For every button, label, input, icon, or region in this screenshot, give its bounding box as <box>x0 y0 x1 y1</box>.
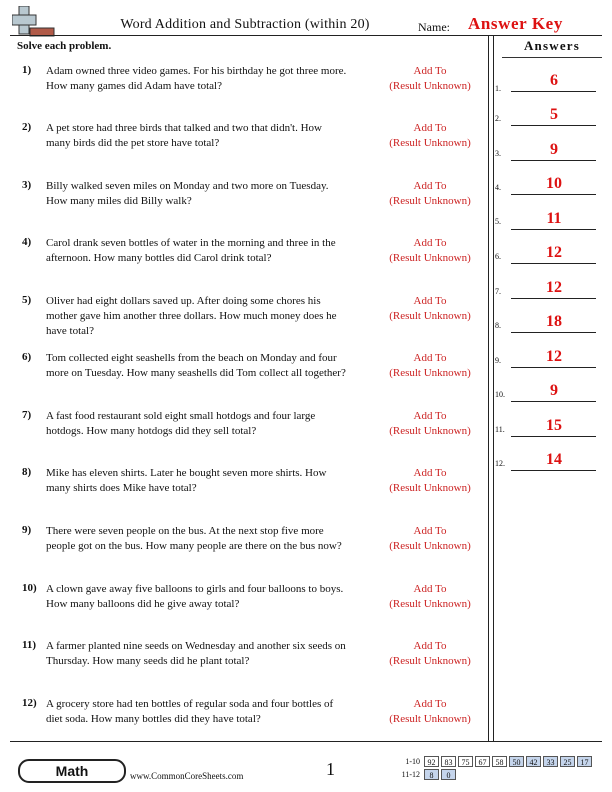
answer-value: 12 <box>546 348 562 365</box>
subject-badge: Math <box>18 759 126 783</box>
website-link[interactable]: www.CommonCoreSheets.com <box>130 771 244 781</box>
answer-value: 18 <box>546 313 562 330</box>
answer-line <box>511 160 596 161</box>
answer-value: 15 <box>546 417 562 434</box>
problem-text: A clown gave away five balloons to girls and four balloons to boys. How many balloons did he give away total? <box>46 583 344 610</box>
answer-value: 5 <box>550 106 558 123</box>
problem-type: Add To (Result Unknown) <box>389 467 471 494</box>
answer-value: 9 <box>550 382 558 399</box>
score-row-label: 11-12 <box>401 770 420 779</box>
answer-line <box>511 436 596 437</box>
answer-line <box>511 332 596 333</box>
problem-text: Tom collected eight seashells from the beach on Monday and four more on Tuesday. How many seashells did Tom collect all together? <box>46 352 346 379</box>
score-cell: 0 <box>441 769 456 780</box>
answer-number: 3. <box>495 149 501 158</box>
problem-type: Add To (Result Unknown) <box>389 237 471 264</box>
answer-key-label: Answer Key <box>468 14 563 33</box>
problem-type: Add To (Result Unknown) <box>389 352 471 379</box>
score-cell: 92 <box>424 756 439 767</box>
answer-number: 5. <box>495 217 501 226</box>
problem-number: 3) <box>22 179 32 191</box>
problem-number: 12) <box>22 697 37 709</box>
answer-number: 11. <box>495 425 505 434</box>
problem-type: Add To (Result Unknown) <box>389 410 471 437</box>
problem-number: 10) <box>22 582 37 594</box>
answers-column-divider <box>488 35 494 741</box>
answer-number: 1. <box>495 84 501 93</box>
answer-line <box>511 401 596 402</box>
answer-value: 10 <box>546 175 562 192</box>
answer-line <box>511 298 596 299</box>
answer-line <box>511 194 596 195</box>
answer-number: 4. <box>495 183 501 192</box>
problem-number: 11) <box>22 639 37 651</box>
problem-text: A grocery store had ten bottles of regular soda and four bottles of diet soda. How many bottles did they have total? <box>46 698 334 725</box>
problem-number: 8) <box>22 466 32 478</box>
problem-number: 5) <box>22 294 32 306</box>
worksheet-title: Word Addition and Subtraction (within 20) <box>120 17 370 32</box>
answer-value: 11 <box>546 210 562 227</box>
page-number: 1 <box>326 759 335 779</box>
answers-heading: Answers <box>523 38 581 53</box>
problem-number: 2) <box>22 121 32 133</box>
problem-text: Mike has eleven shirts. Later he bought seven more shirts. How many shirts does Mike have total? <box>46 467 327 494</box>
problem-text: Oliver had eight dollars saved up. After doing some chores his mother gave him another three dollars. How much money does he have total? <box>46 295 337 337</box>
score-cell: 25 <box>560 756 575 767</box>
answer-line <box>511 367 596 368</box>
answer-value: 6 <box>550 72 558 89</box>
problem-number: 1) <box>22 64 32 76</box>
footer-divider <box>10 741 602 742</box>
answer-number: 6. <box>495 252 501 261</box>
score-cell: 8 <box>424 769 439 780</box>
problem-text: Carol drank seven bottles of water in the morning and three in the afternoon. How many bottles did Carol drink total? <box>46 237 336 264</box>
name-label: Name: <box>418 20 450 34</box>
problem-text: A fast food restaurant sold eight small hotdogs and four large hotdogs. How many hotdogs did they sell total? <box>46 410 316 437</box>
problem-number: 4) <box>22 236 32 248</box>
score-cell: 83 <box>441 756 456 767</box>
answer-line <box>511 229 596 230</box>
problem-type: Add To (Result Unknown) <box>389 295 471 322</box>
answer-number: 7. <box>495 287 501 296</box>
problem-number: 6) <box>22 351 32 363</box>
problem-type: Add To (Result Unknown) <box>389 122 471 149</box>
score-row-label: 1-10 <box>405 757 420 766</box>
problem-type: Add To (Result Unknown) <box>389 640 471 667</box>
answer-value: 14 <box>546 451 562 468</box>
answer-number: 10. <box>495 390 505 399</box>
score-cell: 33 <box>543 756 558 767</box>
problem-type: Add To (Result Unknown) <box>389 583 471 610</box>
answers-heading-underline <box>502 57 602 58</box>
problem-number: 9) <box>22 524 32 536</box>
problem-type: Add To (Result Unknown) <box>389 65 471 92</box>
problem-text: A pet store had three birds that talked and two that didn't. How many birds did the pet store have total? <box>46 122 323 149</box>
answer-number: 12. <box>495 459 505 468</box>
score-cell: 50 <box>509 756 524 767</box>
problem-number: 7) <box>22 409 32 421</box>
score-cell: 17 <box>577 756 592 767</box>
header-divider <box>10 35 602 36</box>
score-cell: 42 <box>526 756 541 767</box>
problem-text: Adam owned three video games. For his birthday he got three more. How many games did Adam have total? <box>46 65 347 92</box>
answer-value: 12 <box>546 244 562 261</box>
problem-type: Add To (Result Unknown) <box>389 180 471 207</box>
problem-type: Add To (Result Unknown) <box>389 525 471 552</box>
answer-number: 8. <box>495 321 501 330</box>
answer-number: 9. <box>495 356 501 365</box>
score-cell: 67 <box>475 756 490 767</box>
problem-text: Billy walked seven miles on Monday and two more on Tuesday. How many miles did Billy walk? <box>46 180 329 207</box>
problem-text: There were seven people on the bus. At the next stop five more people got on the bus. How many people are there on the bus now? <box>46 525 342 552</box>
answer-line <box>511 91 596 92</box>
instructions: Solve each problem. <box>17 40 112 52</box>
answer-line <box>511 470 596 471</box>
score-cell: 75 <box>458 756 473 767</box>
score-cell: 58 <box>492 756 507 767</box>
answer-line <box>511 125 596 126</box>
answer-value: 9 <box>550 141 558 158</box>
answer-value: 12 <box>546 279 562 296</box>
problem-type: Add To (Result Unknown) <box>389 698 471 725</box>
answer-line <box>511 263 596 264</box>
problem-text: A farmer planted nine seeds on Wednesday and another six seeds on Thursday. How many seeds did he plant total? <box>46 640 346 667</box>
answer-number: 2. <box>495 114 501 123</box>
